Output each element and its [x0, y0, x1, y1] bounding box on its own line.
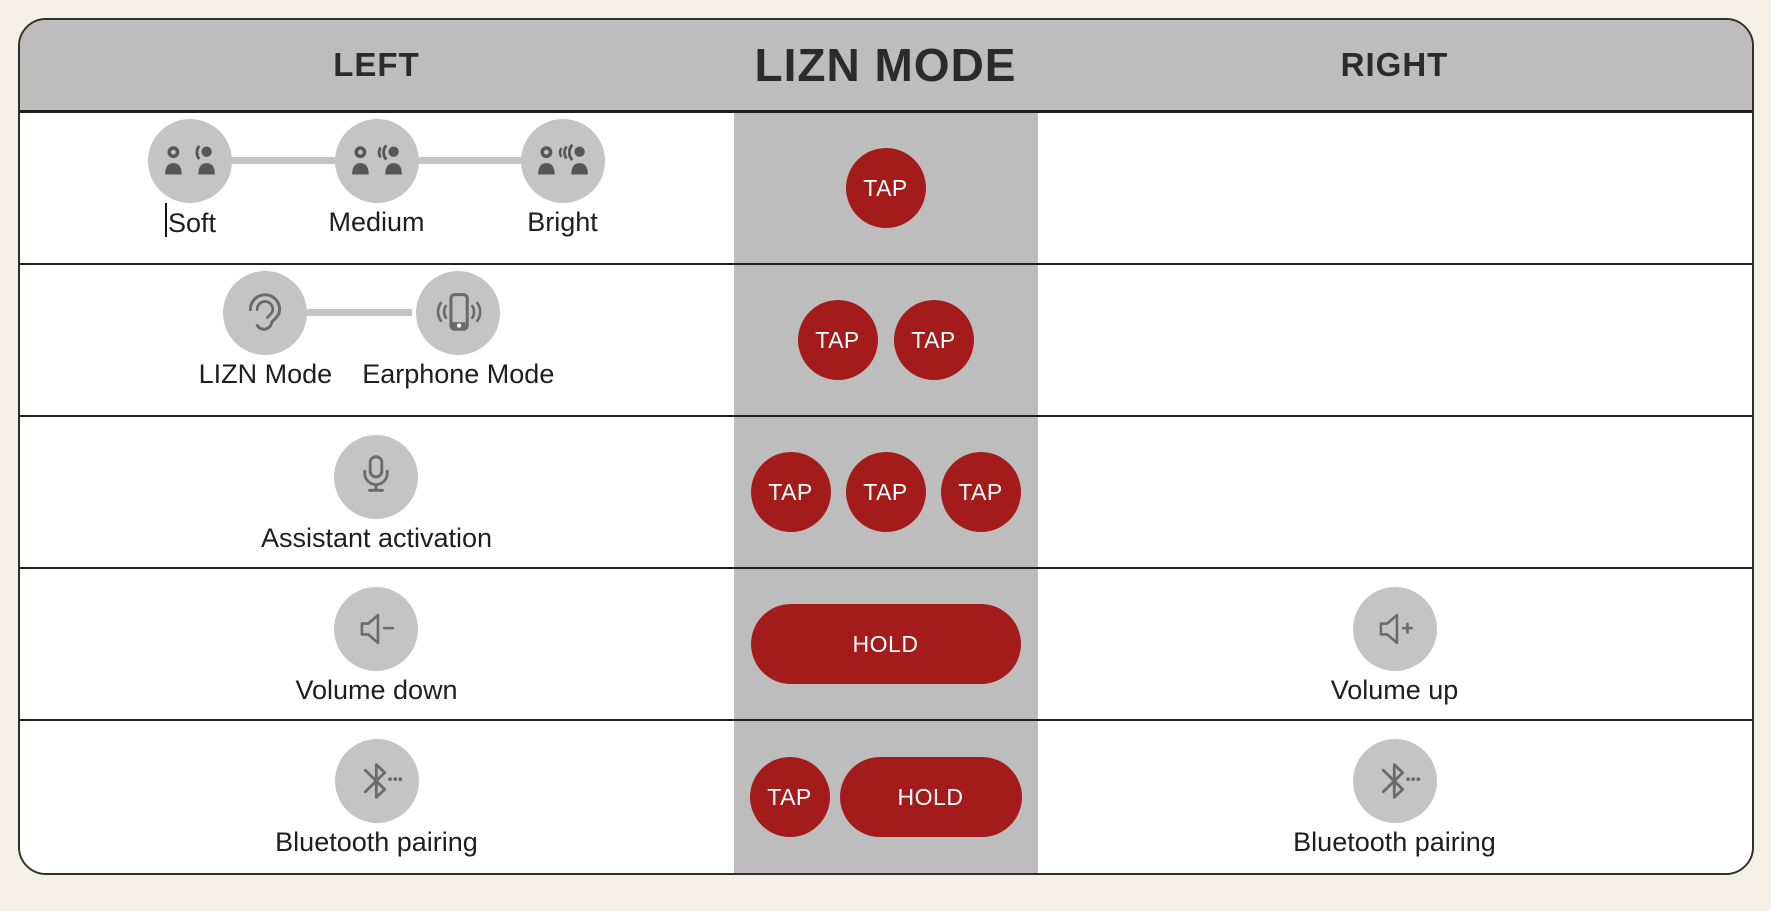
gesture-cell-volume	[734, 569, 1038, 719]
row-assistant-activation	[20, 417, 1752, 569]
option-label: Assistant activation	[260, 523, 493, 553]
option-label: Earphone Mode	[362, 359, 555, 389]
table-header	[20, 20, 1752, 113]
assistant-left-cell	[20, 417, 734, 567]
option-bluetooth-right	[1293, 739, 1496, 859]
option-label: Bluetooth pairing	[1293, 827, 1496, 857]
gesture-cell-mode-switch	[734, 265, 1038, 415]
option-soft	[148, 119, 232, 240]
listening-level-options	[148, 119, 604, 240]
option-label: Medium	[328, 207, 425, 237]
bluetooth-right-cell	[1038, 721, 1752, 873]
assistant-right-cell	[1038, 417, 1752, 567]
tap-button: TAP	[751, 452, 831, 532]
volume-left-cell	[20, 569, 734, 719]
volume-up-icon	[1353, 587, 1437, 671]
option-label: Volume up	[1330, 675, 1459, 705]
connector-line	[215, 157, 345, 164]
gesture-cell-assistant	[734, 417, 1038, 567]
tap-button: TAP	[846, 452, 926, 532]
hold-button: HOLD	[840, 757, 1022, 837]
option-volume-down	[295, 587, 457, 707]
option-label: Volume down	[295, 675, 458, 705]
option-earphone-mode	[362, 271, 554, 391]
option-label: Soft	[167, 207, 216, 238]
row-volume	[20, 569, 1752, 721]
connector-line	[408, 157, 538, 164]
mode-switch-right-cell	[1038, 265, 1752, 415]
tap-button: TAP	[941, 452, 1021, 532]
option-label: Bright	[527, 207, 598, 237]
hold-button: HOLD	[751, 604, 1021, 684]
option-lizn-mode	[199, 271, 333, 391]
bluetooth-icon	[335, 739, 419, 823]
conversation-medium-icon	[335, 119, 419, 203]
option-medium	[328, 119, 424, 239]
tap-button: TAP	[750, 757, 830, 837]
row-listening-level	[20, 113, 1752, 265]
bluetooth-left-cell	[20, 721, 734, 873]
page-title: LIZN MODE	[754, 39, 1017, 91]
ear-icon	[223, 271, 307, 355]
tap-button: TAP	[798, 300, 878, 380]
option-label: Bluetooth pairing	[275, 827, 478, 857]
lizn-mode-table	[18, 18, 1754, 875]
listening-level-right-cell	[1038, 113, 1752, 263]
option-volume-up	[1331, 587, 1459, 707]
option-bright	[521, 119, 605, 239]
option-bluetooth-left	[275, 739, 478, 859]
mode-switch-options	[199, 271, 555, 391]
option-assistant	[261, 435, 492, 555]
tap-button: TAP	[846, 148, 926, 228]
tap-button: TAP	[894, 300, 974, 380]
bluetooth-icon	[1353, 739, 1437, 823]
listening-level-left-cell	[20, 113, 734, 263]
text-cursor	[165, 203, 167, 237]
row-mode-switch	[20, 265, 1752, 417]
mode-switch-left-cell	[20, 265, 734, 415]
conversation-bright-icon	[521, 119, 605, 203]
microphone-icon	[334, 435, 418, 519]
conversation-soft-icon	[148, 119, 232, 203]
gesture-cell-listening-level	[734, 113, 1038, 263]
row-bluetooth-pairing	[20, 721, 1752, 873]
phone-vibrate-icon	[416, 271, 500, 355]
header-left-label: LEFT	[333, 46, 420, 83]
gesture-cell-bluetooth	[734, 721, 1038, 873]
volume-right-cell	[1038, 569, 1752, 719]
option-label: LIZN Mode	[198, 359, 333, 389]
volume-down-icon	[334, 587, 418, 671]
header-right-label: RIGHT	[1340, 46, 1449, 83]
